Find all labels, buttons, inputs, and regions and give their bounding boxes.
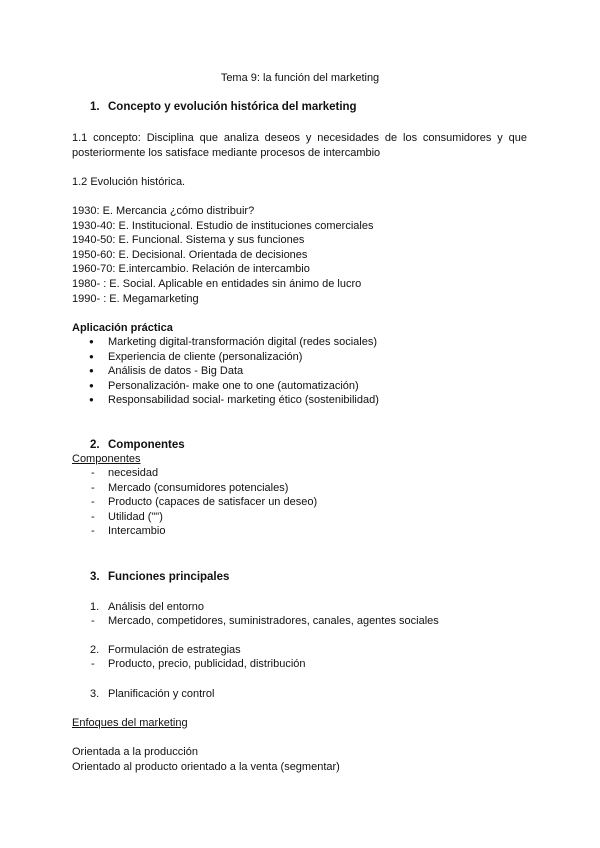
section-2-title: Componentes: [108, 439, 185, 451]
practical-list: [89, 335, 379, 408]
list-item: ● Personalización- make one to one (automatización): [89, 379, 379, 394]
list-item: - Utilidad (""): [89, 510, 317, 525]
function-item-3: [90, 687, 214, 701]
timeline-line: 1990- : E. Megamarketing: [72, 292, 199, 305]
components-list: [89, 466, 317, 539]
function-detail: Mercado, competidores, suministradores, canales, agentes sociales: [108, 615, 439, 627]
dash-marker: -: [91, 658, 95, 670]
function-label: Análisis del entorno: [108, 601, 205, 613]
approach-line: Orientado al producto orientado a la venta (segmentar): [72, 760, 340, 773]
list-item: ● Marketing digital-transformación digital (redes sociales): [89, 335, 379, 350]
section-3-title: Funciones principales: [108, 571, 230, 583]
section-3-heading: [90, 570, 229, 584]
section-2-number: 2.: [90, 439, 100, 451]
function-detail-2: [91, 657, 306, 671]
list-item: ● Experiencia de cliente (personalización): [89, 350, 379, 365]
function-detail: Producto, precio, publicidad, distribución: [108, 658, 306, 670]
dash-marker: -: [91, 615, 95, 627]
evolution-heading: 1.2 Evolución histórica.: [72, 176, 186, 188]
list-item: - necesidad: [89, 466, 317, 481]
section-1-number: 1.: [90, 101, 100, 113]
section-1-heading: [90, 100, 357, 114]
concept-paragraph: 1.1 concepto: Disciplina que analiza deseos y necesidades de los consumidores y que posteriormente los satisface mediante procesos de intercambio: [72, 132, 527, 159]
section-1-title: Concepto y evolución histórica del marketing: [108, 101, 357, 113]
timeline-line: 1940-50: E. Funcional. Sistema y sus funciones: [72, 234, 305, 247]
function-item-2: [90, 643, 241, 657]
timeline-block: [72, 204, 373, 306]
approaches-block: [72, 745, 340, 774]
timeline-line: 1950-60: E. Decisional. Orientada de decisiones: [72, 248, 308, 261]
function-number: 3.: [90, 688, 100, 700]
timeline-line: 1930-40: E. Institucional. Estudio de instituciones comerciales: [72, 219, 374, 232]
timeline-line: 1980- : E. Social. Aplicable en entidades sin ánimo de lucro: [72, 277, 362, 290]
section-2-heading: [90, 438, 185, 452]
timeline-line: 1960-70: E.intercambio. Relación de intercambio: [72, 263, 310, 276]
document-title: Tema 9: la función del marketing: [220, 72, 380, 84]
timeline-line: 1930: E. Mercancia ¿cómo distribuir?: [72, 205, 255, 217]
function-detail-1: [91, 614, 439, 628]
function-number: 2.: [90, 644, 100, 656]
function-label: Formulación de estrategias: [108, 644, 241, 656]
approaches-heading: Enfoques del marketing: [72, 717, 188, 729]
components-subheading: Componentes: [72, 453, 141, 465]
list-item: ● Responsabilidad social- marketing ético (sostenibilidad): [89, 393, 379, 408]
function-item-1: [90, 600, 204, 614]
approach-line: Orientada a la producción: [72, 746, 198, 758]
list-item: - Intercambio: [89, 524, 317, 539]
list-item: - Producto (capaces de satisfacer un deseo): [89, 495, 317, 510]
function-label: Planificación y control: [108, 688, 215, 700]
practical-heading: Aplicación práctica: [72, 322, 173, 334]
function-number: 1.: [90, 601, 100, 613]
list-item: ● Análisis de datos - Big Data: [89, 364, 379, 379]
section-3-number: 3.: [90, 571, 100, 583]
list-item: - Mercado (consumidores potenciales): [89, 481, 317, 496]
